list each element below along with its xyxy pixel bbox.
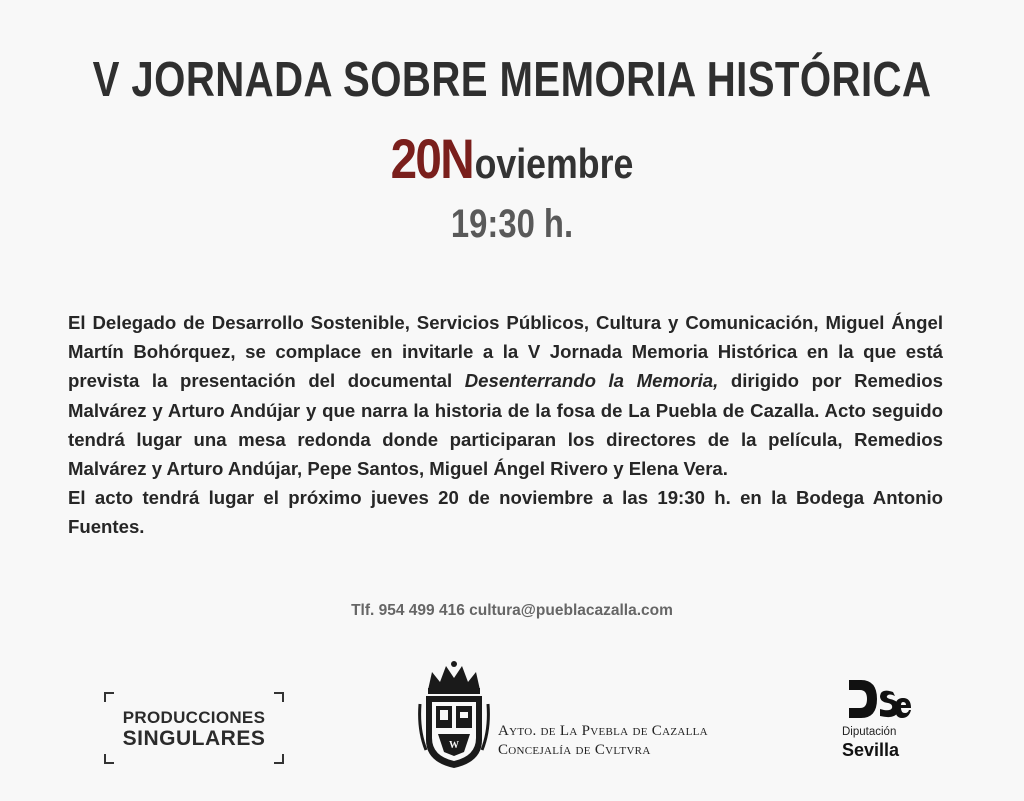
invitation-text — [68, 308, 943, 542]
event-time: 19:30 h. — [450, 202, 574, 246]
invitation-paragraph-1 — [68, 308, 943, 483]
producciones-singulares-logo — [104, 692, 284, 764]
ayuntamiento-logo-text — [498, 723, 708, 759]
corner-mark — [274, 692, 284, 702]
ayuntamiento-name: Ayto. de La Pvebla de Cazalla — [498, 723, 708, 739]
event-date — [77, 126, 947, 191]
invitation-paragraph-2: El acto tendrá lugar el próximo jueves 20 de noviembre a las 19:30 h. en la Bodega Antonio Fuentes. — [68, 487, 943, 538]
logo-text-singulares: SINGULARES — [122, 727, 266, 750]
paragraph-1-end: dirigido por Remedios Malvárez y Arturo Andújar y que narra la historia de la fosa de La Puebla de Cazalla. Acto seguido tendrá lugar una mesa redonda donde participaran los directores de la película, Remedios Malvárez y Arturo Andújar, Pepe Santos, Miguel Ángel Rivero y Elena Vera. — [68, 370, 943, 480]
diputacion-sevilla-logo — [842, 678, 922, 764]
date-day: 20 — [390, 127, 441, 190]
dse-logo-icon — [847, 678, 913, 722]
paragraph-1-start: El Delegado de Desarrollo Sostenible, Servicios Públicos, Cultura y Comunicación, Miguel Ángel Martín Bohórquez, se complace en invitarle a la V Jornada Memoria Histórica en la que está prevista la presentación del documental — [68, 312, 943, 392]
date-month-rest: oviembre — [474, 140, 634, 187]
coat-of-arms-icon — [418, 660, 490, 770]
diputacion-label: Diputación — [842, 726, 897, 738]
film-title: Desenterrando la Memoria, — [464, 370, 719, 392]
date-month-initial: N — [440, 127, 475, 190]
corner-mark — [104, 692, 114, 702]
concejalia-name: Concejalía de Cvltvra — [498, 742, 651, 758]
corner-mark — [274, 754, 284, 764]
sevilla-label: Sevilla — [842, 740, 900, 760]
contact-info: Tlf. 954 499 416 cultura@pueblacazalla.com — [351, 602, 673, 619]
corner-mark — [104, 754, 114, 764]
logo-text-producciones: PRODUCCIONES — [122, 708, 266, 727]
event-title: V JORNADA SOBRE MEMORIA HISTÓRICA — [92, 53, 932, 107]
svg-text:W: W — [449, 740, 459, 751]
